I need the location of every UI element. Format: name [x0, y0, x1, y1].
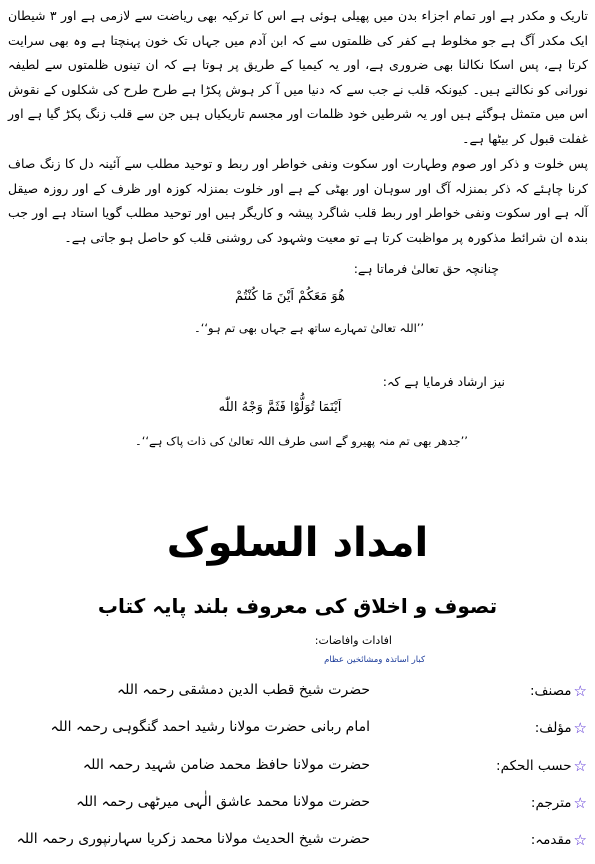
- verse-translation-2: ’’جدھر بھی تم منہ پھیرو گے اسی طرف اللہ تعالیٰ کی ذات پاک ہے‘‘۔: [135, 434, 468, 448]
- credit-role-author: [530, 682, 587, 700]
- quote-intro-2: نیز ارشاد فرمایا ہے کہ:: [382, 374, 505, 389]
- paragraph-1: تاریک و مکدر ہے اور تمام اجزاء بدن میں پھیلی ہوئی ہے اس کا ترکیہ بھی ریاضت سے لازمی ہے اور ۳ شیطان ایک مکدر آگ ہے جو مخلوط ہے کفر کی ظلمتوں سے کہ ابن آدم میں جہاں تک خون پہنچتا ہے وہ بھی سرایت کرتا ہے، پس اسکا نکالنا بھی ضروری ہے، اور یہ کیمیا کے طریق پر ہوتا ہے کہ ان تینوں ظلمتوں سے لطیفہ نورانی کو نکالتے ہیں۔ کیونکہ قلب نے جب سے کہ دنیا میں آ کر ہوش پکڑا ہے طرح طرح کی شکلوں کے نقوش اس میں متمثل ہوگئے ہیں اور یہ شرطیں خود ظلمات اور مجسم تاریکیاں ہیں جن سے قلب زنگ پکڑ گیا ہے اور غفلت قبول کر بیٹھا ہے۔: [8, 8, 588, 146]
- verse-translation-1: ’’اللہ تعالیٰ تمہارے ساتھ ہے جہاں بھی تم ہو‘‘۔: [194, 321, 425, 335]
- credit-person-compiler: امام ربانی حضرت مولانا رشید احمد گنگوہی رحمہ اللہ: [50, 719, 370, 735]
- quote-intro-1: چنانچہ حق تعالیٰ فرماتا ہے:: [353, 261, 499, 276]
- role-label: حسب الحکم:: [496, 758, 572, 774]
- kibar-label: کبار اساتذہ ومشائخین عظام: [324, 655, 425, 665]
- quran-verse-2: اَيْنَمَا تُوَلُّوْا فَثَمَّ وَجْهُ اللّٰه: [218, 400, 342, 415]
- credit-row-order: [0, 755, 595, 781]
- paragraph-2: پس خلوت و ذکر اور صوم وطہارت اور سکوت ونفی خواطر اور ربط و توحید مطلب سے آئینہ دل کا زنگ صاف کرنا چاہئے کہ ذکر بمنزلہ آگ اور سوہان اور بھٹی کے ہے اور خلوت بمنزلہ کوزہ اور ظرف کے اور روزہ صیقل آلہ ہے اور سکوت ونفی خواطر اور ربط قلب شاگرد پیشہ و کاریگر ہیں اور توحید مطلب گویا استاد ہے اور جب بندہ ان شرائط مذکورہ پر مواظبت کرتا ہے تو معیت وشہود کی روشنی قلب کو حاصل ہو جاتی ہے۔: [8, 156, 588, 245]
- credit-role-compiler: [535, 719, 587, 737]
- quran-verse-1: هُوَ مَعَكُمْ اَيْنَ مَا كُنْتُمْ: [235, 289, 345, 304]
- credit-person-order: حضرت مولانا حافظ محمد ضامن شہید رحمہ اللہ: [82, 757, 370, 773]
- afadat-label: افادات وافاضات:: [314, 634, 392, 647]
- book-title: امداد السلوک: [166, 520, 429, 566]
- credit-role-preface: [531, 831, 587, 849]
- star-icon: ☆: [573, 719, 587, 737]
- credit-role-translator: [531, 794, 587, 812]
- credit-role-order: [496, 757, 587, 775]
- role-label: مصنف:: [530, 683, 572, 699]
- star-icon: ☆: [573, 757, 587, 775]
- credit-row-author: [0, 680, 595, 706]
- credit-person-author: حضرت شیخ قطب الدین دمشقی رحمہ اللہ: [116, 682, 370, 698]
- star-icon: ☆: [573, 794, 587, 812]
- role-label: مؤلف:: [534, 720, 572, 736]
- credit-row-compiler: [0, 717, 595, 743]
- credit-row-preface: [0, 829, 595, 855]
- role-label: مقدمہ:: [530, 832, 572, 848]
- star-icon: ☆: [573, 682, 587, 700]
- credit-row-translator: [0, 792, 595, 818]
- credit-person-translator: حضرت مولانا محمد عاشق الٰہی میرٹھی رحمہ اللہ: [76, 794, 370, 810]
- role-label: مترجم:: [530, 795, 572, 811]
- star-icon: ☆: [573, 831, 587, 849]
- credit-person-preface: حضرت شیخ الحدیث مولانا محمد زکریا سہارنپوری رحمہ اللہ: [16, 831, 370, 847]
- book-subtitle: تصوف و اخلاق کی معروف بلند پایہ کتاب: [97, 594, 498, 618]
